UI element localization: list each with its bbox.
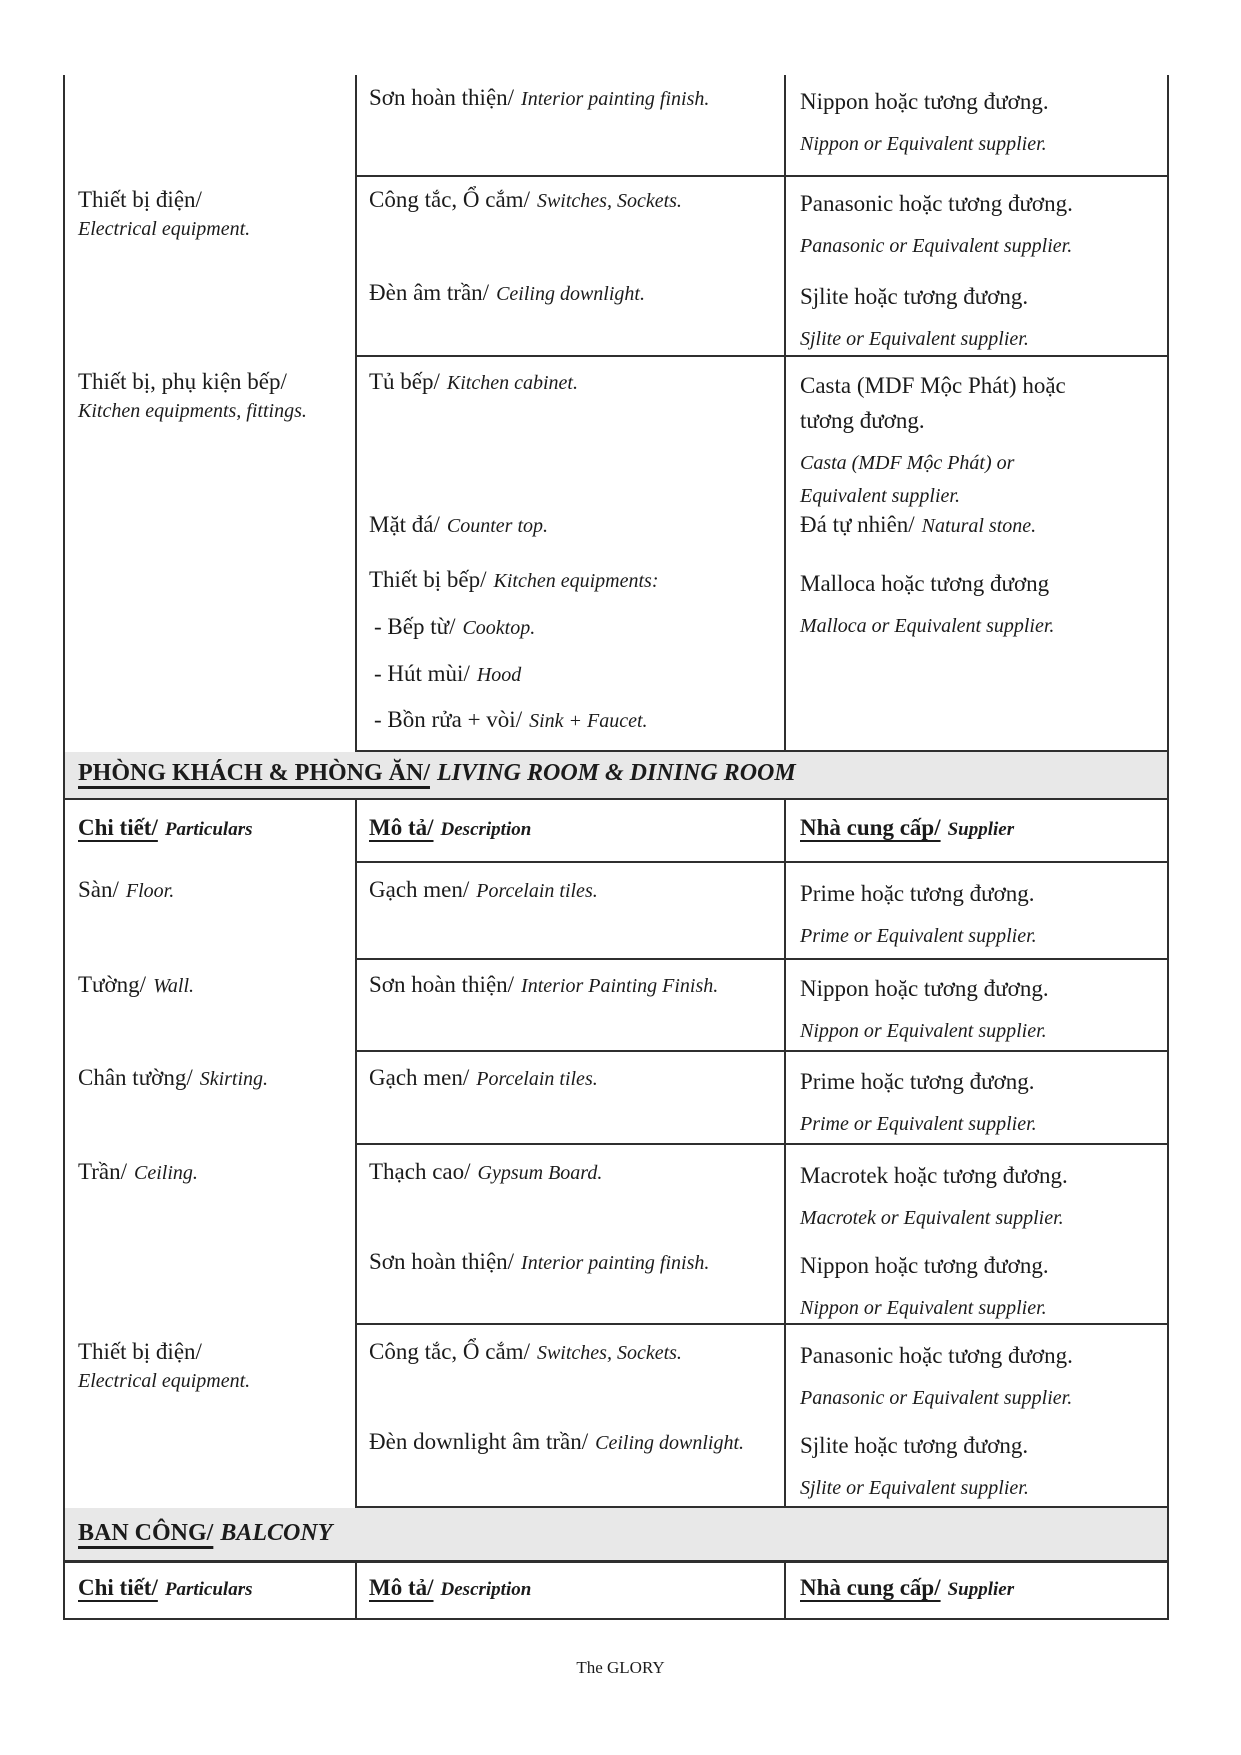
particular-vn: Thiết bị, phụ kiện bếp/ [78, 369, 287, 394]
supplier-cell [800, 186, 1140, 263]
description-en: Porcelain tiles. [476, 1068, 598, 1090]
description-en: Porcelain tiles. [476, 880, 598, 902]
particular-cell [78, 1338, 250, 1394]
supplier-vn: Prime hoặc tương đương. [800, 1069, 1035, 1094]
supplier-cell [800, 1158, 1140, 1235]
supplier-en: Natural stone. [921, 515, 1037, 537]
supplier-cell [800, 368, 1100, 513]
supplier-cell [800, 1428, 1140, 1505]
description-line [369, 1248, 709, 1277]
supplier-cell [800, 1338, 1140, 1415]
description-vn: Đèn âm trần/ [369, 280, 490, 305]
particular-cell [78, 186, 250, 242]
particular-en: Electrical equipment. [78, 217, 251, 240]
header-en: Supplier [947, 1579, 1015, 1600]
supplier-vn: Panasonic hoặc tương đương. [800, 1343, 1073, 1368]
supplier-vn: Nippon hoặc tương đương. [800, 89, 1049, 114]
particular-en: Ceiling. [134, 1162, 198, 1184]
section-title-living-room [78, 758, 796, 788]
supplier-vn: Prime hoặc tương đương. [800, 881, 1035, 906]
supplier-cell [800, 1064, 1140, 1141]
supplier-en: Prime or Equivalent supplier. [800, 925, 1037, 947]
description-line [369, 566, 659, 595]
supplier-vn: Panasonic hoặc tương đương. [800, 191, 1073, 216]
supplier-vn: Đá tự nhiên/ [800, 512, 915, 537]
header-en: Particulars [164, 819, 253, 840]
supplier-en: Nippon or Equivalent supplier. [800, 1297, 1047, 1319]
header-en: Description [440, 1579, 532, 1600]
band-bottom-border [63, 798, 1169, 800]
section-title-en: LIVING ROOM & DINING ROOM [436, 760, 796, 786]
header-en: Description [440, 819, 532, 840]
description-vn: Công tắc, Ổ cắm/ [369, 1339, 530, 1364]
description-line [369, 84, 709, 113]
table-border-bottom [63, 1618, 1169, 1620]
supplier-vn: Sjlite hoặc tương đương. [800, 284, 1029, 309]
description-vn: Mặt đá/ [369, 512, 440, 537]
description-vn: Gạch men/ [369, 877, 470, 902]
description-sub-item [374, 660, 521, 689]
description-sub-item [374, 706, 648, 735]
description-vn: Công tắc, Ổ cắm/ [369, 187, 530, 212]
particular-vn: Sàn/ [78, 877, 119, 902]
description-vn: Tủ bếp/ [369, 369, 440, 394]
supplier-en: Casta (MDF Mộc Phát) or Equivalent supplier. [800, 452, 1015, 507]
section-title-balcony [78, 1518, 332, 1548]
description-sub-item [374, 613, 535, 642]
supplier-cell [800, 279, 1140, 356]
column-header-supplier [800, 814, 1014, 843]
description-en: Interior Painting Finish. [521, 975, 719, 997]
sub-item-vn: - Bếp từ/ [374, 614, 456, 639]
supplier-line [800, 511, 1036, 540]
particular-cell [78, 1064, 268, 1093]
description-line [369, 1428, 744, 1457]
supplier-vn: Casta (MDF Mộc Phát) hoặc tương đương. [800, 373, 1066, 433]
description-line [369, 368, 578, 397]
supplier-cell [800, 876, 1140, 953]
header-vn: Mô tả/ [369, 1575, 434, 1600]
sub-item-vn: - Bồn rửa + vòi/ [374, 707, 523, 732]
description-en: Switches, Sockets. [536, 1342, 682, 1364]
row-divider [355, 861, 1169, 863]
row-divider [355, 1143, 1169, 1145]
supplier-vn: Nippon hoặc tương đương. [800, 976, 1049, 1001]
supplier-en: Macrotek or Equivalent supplier. [800, 1207, 1064, 1229]
header-vn: Mô tả/ [369, 815, 434, 840]
column-divider-2b [784, 798, 786, 1506]
particular-en: Wall. [153, 975, 195, 997]
description-vn: Gạch men/ [369, 1065, 470, 1090]
sub-item-en: Sink + Faucet. [529, 710, 648, 732]
description-line [369, 1064, 598, 1093]
column-header-description [369, 814, 531, 843]
description-vn: Sơn hoàn thiện/ [369, 85, 515, 110]
description-en: Kitchen equipments: [493, 570, 659, 592]
section-title-vn: BAN CÔNG/ [78, 1520, 214, 1546]
row-divider [355, 1050, 1169, 1052]
supplier-vn: Malloca hoặc tương đương [800, 571, 1050, 596]
sub-item-en: Cooktop. [462, 617, 536, 639]
column-divider-1b [355, 798, 357, 1506]
description-line [369, 876, 598, 905]
band-bottom-border [63, 1560, 1169, 1563]
description-vn: Sơn hoàn thiện/ [369, 1249, 515, 1274]
description-vn: Thạch cao/ [369, 1159, 471, 1184]
column-header-supplier [800, 1574, 1014, 1603]
header-en: Supplier [947, 819, 1015, 840]
description-en: Counter top. [446, 515, 549, 537]
particular-vn: Trần/ [78, 1159, 127, 1184]
particular-en: Kitchen equipments, fittings. [78, 399, 307, 422]
particular-vn: Tường/ [78, 972, 147, 997]
description-line [369, 186, 682, 215]
description-en: Gypsum Board. [477, 1162, 603, 1184]
sub-item-vn: - Hút mùi/ [374, 661, 470, 686]
supplier-cell [800, 1248, 1140, 1325]
supplier-en: Nippon or Equivalent supplier. [800, 133, 1047, 155]
particular-en: Skirting. [199, 1068, 269, 1090]
particular-cell [78, 1158, 198, 1187]
column-header-particulars [78, 1574, 252, 1603]
section-title-vn: PHÒNG KHÁCH & PHÒNG ĂN/ [78, 760, 430, 786]
row-divider [355, 750, 1169, 752]
supplier-vn: Macrotek hoặc tương đương. [800, 1163, 1068, 1188]
description-en: Interior painting finish. [521, 1252, 710, 1274]
description-vn: Thiết bị bếp/ [369, 567, 487, 592]
table-border-right [1167, 75, 1169, 1620]
supplier-cell [800, 971, 1140, 1048]
column-header-description [369, 1574, 531, 1603]
description-line [369, 279, 645, 308]
table-border-left [63, 75, 65, 1620]
description-en: Switches, Sockets. [536, 190, 682, 212]
column-header-particulars [78, 814, 252, 843]
supplier-en: Malloca or Equivalent supplier. [800, 615, 1055, 637]
page-footer: The GLORY [576, 1658, 665, 1677]
particular-en: Floor. [125, 880, 175, 902]
supplier-en: Prime or Equivalent supplier. [800, 1113, 1037, 1135]
column-divider-2c [784, 1562, 786, 1620]
row-divider [355, 175, 1169, 177]
supplier-en: Panasonic or Equivalent supplier. [800, 1387, 1073, 1409]
description-vn: Sơn hoàn thiện/ [369, 972, 515, 997]
header-en: Particulars [164, 1579, 253, 1600]
description-line [369, 1338, 682, 1367]
particular-cell [78, 876, 174, 905]
supplier-cell [800, 84, 1140, 161]
row-divider [355, 958, 1169, 960]
description-en: Interior painting finish. [521, 88, 710, 110]
header-vn: Chi tiết/ [78, 815, 158, 840]
description-line [369, 511, 548, 540]
particular-vn: Chân tường/ [78, 1065, 193, 1090]
description-en: Ceiling downlight. [595, 1432, 745, 1454]
row-divider [355, 1506, 1169, 1508]
description-en: Ceiling downlight. [496, 283, 645, 305]
header-vn: Nhà cung cấp/ [800, 815, 941, 840]
particular-vn: Thiết bị điện/ [78, 1339, 202, 1364]
header-vn: Nhà cung cấp/ [800, 1575, 941, 1600]
description-en: Kitchen cabinet. [446, 372, 578, 394]
supplier-vn: Nippon hoặc tương đương. [800, 1253, 1049, 1278]
section-title-en: BALCONY [220, 1520, 333, 1546]
header-vn: Chi tiết/ [78, 1575, 158, 1600]
particular-cell [78, 368, 307, 424]
particular-vn: Thiết bị điện/ [78, 187, 202, 212]
supplier-cell [800, 566, 1140, 643]
supplier-vn: Sjlite hoặc tương đương. [800, 1433, 1029, 1458]
supplier-en: Nippon or Equivalent supplier. [800, 1020, 1047, 1042]
particular-cell [78, 971, 194, 1000]
supplier-en: Sjlite or Equivalent supplier. [800, 328, 1029, 350]
description-line [369, 971, 718, 1000]
column-divider-1c [355, 1562, 357, 1620]
description-line [369, 1158, 602, 1187]
particular-en: Electrical equipment. [78, 1369, 251, 1392]
sub-item-en: Hood [476, 664, 522, 686]
supplier-en: Sjlite or Equivalent supplier. [800, 1477, 1029, 1499]
description-vn: Đèn downlight âm trần/ [369, 1429, 589, 1454]
supplier-en: Panasonic or Equivalent supplier. [800, 235, 1073, 257]
